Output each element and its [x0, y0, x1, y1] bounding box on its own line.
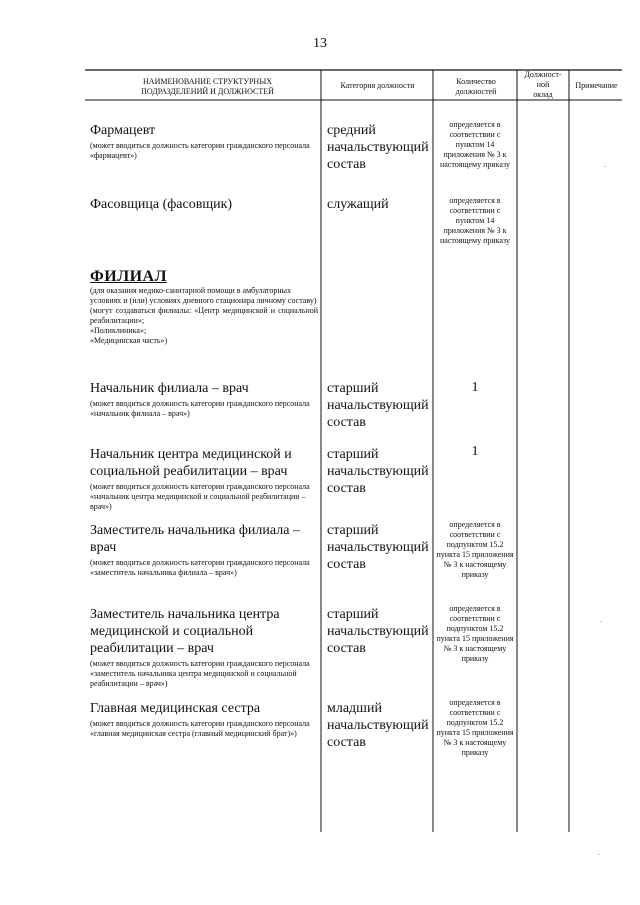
filial-note: (для оказания медико-санитарной помощи в амбулаторных условиях и (или) условиях дневного стационара личному составу)	[90, 286, 317, 305]
scan-speck: .	[600, 615, 602, 624]
position-note: (может вводиться должность категории гражданского персонала «главная медицинская сестра (главный медицинский брат)»)	[90, 719, 310, 738]
position-name: Начальник центра медицинской и социальной реабилитации – врач	[90, 447, 292, 479]
row-rehab-deputy	[90, 606, 315, 689]
position-category: старший начальствующий состав	[327, 447, 429, 496]
position-category: средний начальствующий состав	[327, 123, 429, 172]
filial-note: «Поликлиника»;	[90, 326, 147, 335]
header-remark: Примечание	[575, 81, 618, 90]
position-name: Фармацевт	[90, 123, 156, 138]
position-name: Главная медицинская сестра	[90, 701, 261, 716]
filial-title: ФИЛИАЛ	[90, 268, 168, 285]
scan-speck: .	[604, 160, 606, 169]
row-head-nurse	[90, 700, 315, 739]
header-salary-line1: Должност-	[524, 70, 562, 79]
header-salary-line3: оклад	[533, 90, 553, 99]
position-note: (может вводиться должность категории гражданского персонала «начальник филиала – врач»)	[90, 399, 310, 418]
filial-note: (могут создаваться филиалы: «Центр медицинской и социальной реабилитации»;	[90, 306, 318, 325]
position-note: (может вводиться должность категории гражданского персонала «начальник центра медицинской и социальной реабилитации – врач»)	[90, 482, 310, 511]
position-quantity: определяется в соответствии с подпунктом 15.2 пункта 15 приложения № 3 к настоящему приказу	[436, 604, 514, 663]
position-quantity: определяется в соответствии с пунктом 14 приложения № 3 к настоящему приказу	[440, 120, 510, 169]
position-quantity: 1	[471, 444, 479, 459]
page-number: 13	[313, 36, 327, 51]
position-name: Начальник филиала – врач	[90, 381, 249, 396]
position-quantity: определяется в соответствии с подпунктом 15.2 пункта 15 приложения № 3 к настоящему приказу	[436, 520, 514, 579]
position-name: Фасовщица (фасовщик)	[90, 197, 233, 212]
position-name: Заместитель начальника центра медицинской и социальной реабилитации – врач	[90, 607, 280, 656]
row-packer	[90, 196, 315, 213]
position-category: старший начальствующий состав	[327, 381, 429, 430]
position-quantity: определяется в соответствии с пунктом 14 приложения № 3 к настоящему приказу	[440, 196, 510, 245]
position-name: Заместитель начальника филиала – врач	[90, 523, 300, 555]
filial-section	[90, 268, 318, 346]
position-note: (может вводиться должность категории гражданского персонала «заместитель начальника центра медицинской и социальной реабилитации – врач»)	[90, 659, 310, 688]
row-pharmacist	[90, 122, 315, 161]
header-category: Категория должности	[340, 81, 415, 90]
header-quantity: Количество должностей	[455, 77, 497, 96]
header-salary-line2: ной	[536, 80, 550, 89]
row-branch-head	[90, 380, 315, 419]
position-category: старший начальствующий состав	[327, 607, 429, 656]
row-rehab-head	[90, 446, 315, 512]
header-salary	[519, 70, 567, 100]
position-quantity: определяется в соответствии с подпунктом 15.2 пункта 15 приложения № 3 к настоящему приказу	[436, 698, 514, 757]
position-note: (может вводиться должность категории гражданского персонала «фармацевт»)	[90, 141, 310, 160]
position-category: младший начальствующий состав	[327, 701, 429, 750]
position-note: (может вводиться должность категории гражданского персонала «заместитель начальника филиала – врач»)	[90, 558, 310, 577]
row-branch-deputy	[90, 522, 315, 578]
scan-speck: .	[598, 848, 600, 857]
position-category: служащий	[327, 197, 389, 212]
header-name: НАИМЕНОВАНИЕ СТРУКТУРНЫХ ПОДРАЗДЕЛЕНИЙ И ДОЛЖНОСТЕЙ	[141, 77, 274, 96]
filial-note: «Медицинская часть»)	[90, 336, 168, 345]
position-category: старший начальствующий состав	[327, 523, 429, 572]
position-quantity: 1	[471, 380, 479, 395]
